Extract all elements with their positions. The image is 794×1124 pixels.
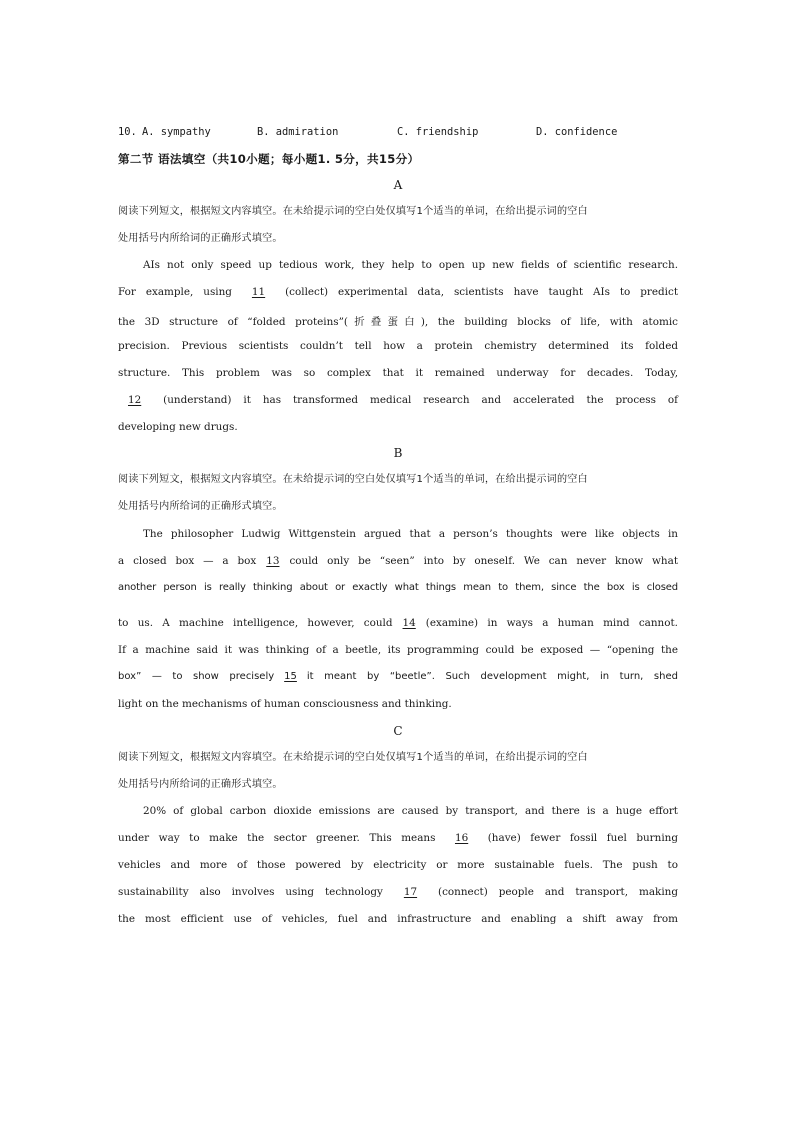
passage-a-line: AIs not only speed up tedious work, they help to open up new fields of scientific research. (143, 259, 678, 271)
passage-a-line: developing new drugs. (118, 421, 238, 433)
passage-b-line: light on the mechanisms of human consciousness and thinking. (118, 698, 452, 710)
blank-13[interactable]: 13 (266, 555, 280, 567)
blank-15[interactable]: 15 (284, 671, 297, 682)
part-c-heading: C (393, 724, 403, 738)
passage-c-line: 20% of global carbon dioxide emissions are caused by transport, and there is a huge effort (143, 805, 678, 817)
passage-a-line: precision. Previous scientists couldn’t tell how a protein chemistry determined its folded (118, 340, 678, 352)
passage-c-line: under way to make the sector greener. This means 16 (have) fewer fossil fuel burning (118, 832, 679, 844)
instruction-line: 处用括号内所给词的正确形式填空。 (118, 779, 283, 790)
option-d: D. confidence (536, 126, 618, 138)
passage-c-line: vehicles and more of those powered by electricity or more sustainable fuels. The push to (118, 859, 678, 871)
option-a: A. sympathy (142, 126, 211, 138)
passage-b-line: The philosopher Ludwig Wittgenstein argued that a person’s thoughts were like objects in (143, 528, 678, 540)
option-c: C. friendship (397, 126, 479, 138)
instruction-line: 阅读下列短文，根据短文内容填空。在未给提示词的空白处仅填写1个适当的单词，在给出提示词的空白 (118, 752, 588, 763)
part-b-instructions (118, 466, 678, 520)
blank-16[interactable]: 16 (454, 832, 469, 844)
part-c-instructions (118, 744, 678, 798)
passage-c-line: sustainability also involves using technology 17 (connect) people and transport, making (118, 886, 678, 898)
part-a-heading: A (393, 178, 403, 192)
instruction-line: 阅读下列短文，根据短文内容填空。在未给提示词的空白处仅填写1个适当的单词，在给出提示词的空白 (118, 474, 588, 485)
part-b-heading: B (393, 446, 403, 460)
instruction-line: 处用括号内所给词的正确形式填空。 (118, 233, 283, 244)
blank-17[interactable]: 17 (403, 886, 418, 898)
passage-c-line: the most efficient use of vehicles, fuel and infrastructure and enabling a shift away from (118, 913, 678, 925)
passage-b-line: a closed box — a box 13 could only be “seen” into by oneself. We can never know what (118, 555, 678, 567)
question-number: 10. (118, 126, 137, 138)
part-a-instructions (118, 198, 678, 252)
instruction-line: 处用括号内所给词的正确形式填空。 (118, 501, 283, 512)
option-b: B. admiration (257, 126, 339, 138)
passage-a-line: For example, using 11 (collect) experimental data, scientists have taught AIs to predict (118, 286, 678, 298)
instruction-line: 阅读下列短文，根据短文内容填空。在未给提示词的空白处仅填写1个适当的单词，在给出提示词的空白 (118, 206, 588, 217)
passage-b-line: to us. A machine intelligence, however, could 14 (examine) in ways a human mind cannot. (118, 617, 678, 629)
passage-a-line: 12 (understand) it has transformed medical research and accelerated the process of (118, 394, 678, 406)
blank-11[interactable]: 11 (251, 286, 266, 298)
blank-12[interactable]: 12 (128, 394, 142, 406)
passage-b-line: another person is really thinking about or exactly what things mean to them, since the box is closed (118, 582, 678, 593)
passage-a-line: the 3D structure of “folded proteins”(折叠蛋白), the building blocks of life, with atomic (118, 316, 678, 328)
section-title: 第二节 语法填空（共10小题；每小题1. 5分，共15分） (118, 152, 420, 166)
passage-a-line: structure. This problem was so complex that it remained underway for decades. Today, (118, 367, 678, 379)
passage-b-line: box” — to show precisely 15 it meant by “beetle”. Such development might, in turn, shed (118, 671, 678, 682)
passage-b-line: If a machine said it was thinking of a beetle, its programming could be exposed — “opening the (118, 644, 678, 656)
blank-14[interactable]: 14 (402, 617, 416, 629)
